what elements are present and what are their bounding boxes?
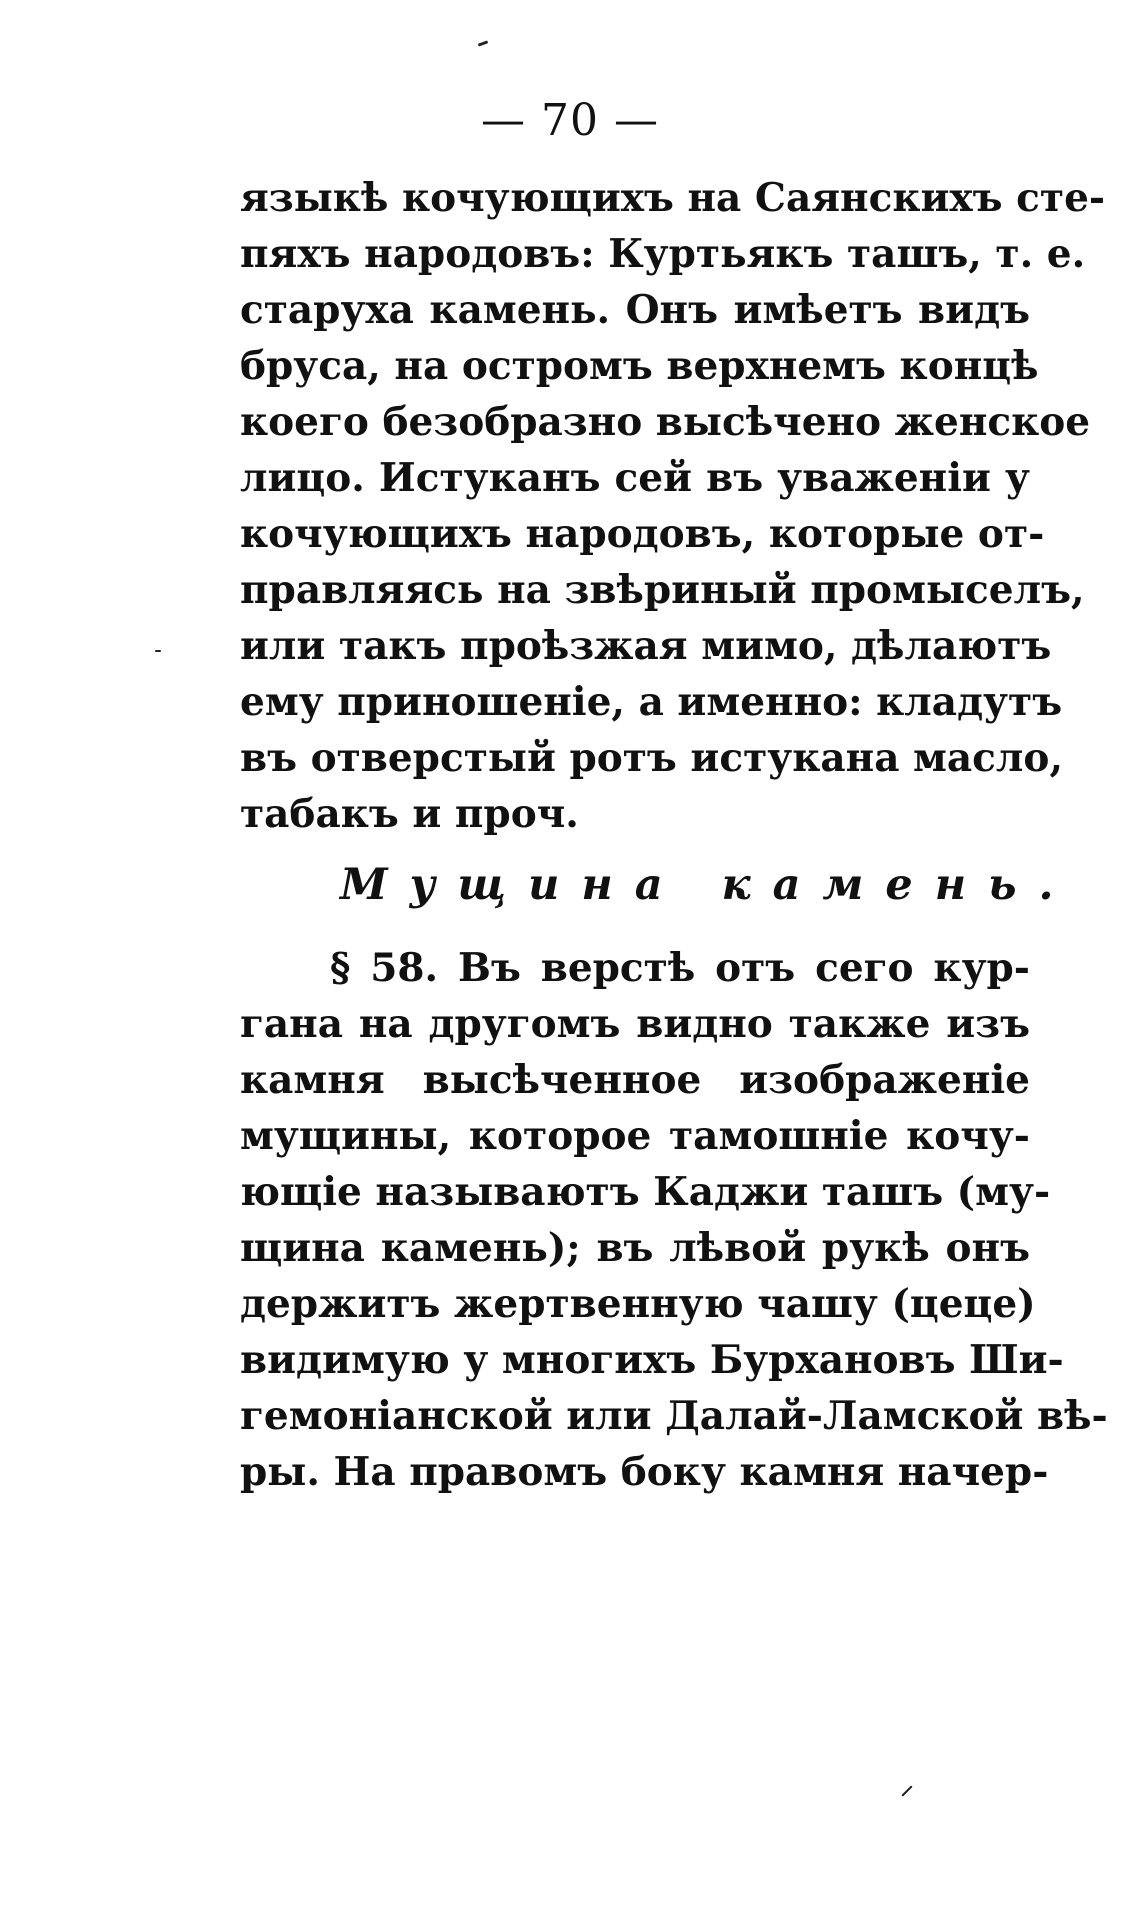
paragraph-2 [240,940,1108,1500]
text-line: мущины, которое тамошнiе кочу- [240,1113,1030,1159]
text-line: кочующихъ народовъ, которые от- [240,511,1045,557]
text-line: табакъ и проч. [240,791,579,837]
text-line: бруса, на острoмъ верхнемъ концѣ [240,343,1039,389]
page-number: — 70 — [481,95,659,146]
ink-speck [478,40,488,46]
text-line: языкѣ кочующихъ на Саянскихъ сте- [240,175,1106,221]
text-line: или такъ проѣзжая мимо, дѣлаютъ [240,623,1052,669]
text-line: въ отверстый ротъ истукана масло, [240,735,1064,781]
text-line: § 58. Въ верстѣ отъ сего кур- [330,945,1030,991]
section-heading: Мущина камень. [340,860,1076,910]
text-line: коего безобразно высѣчено женское [240,399,1091,445]
text-line: гемонiанской или Далай-Ламской вѣ- [240,1393,1108,1439]
text-line: гана на другомъ видно также изъ [240,1001,1030,1047]
text-line: старуха камень. Онъ имѣетъ видъ [240,287,1030,333]
text-line: щина камень); въ лѣвой рукѣ онъ [240,1225,1030,1271]
text-line: видимую у многихъ Бурхановъ Ши- [240,1337,1064,1383]
text-line: лицо. Истуканъ сей въ уваженiи у [240,455,1030,501]
paragraph-1 [240,170,1106,842]
ink-speck [901,1785,912,1796]
text-line: камня высѣченное изображенiе [240,1057,1030,1103]
text-line: ющiе называютъ Каджи ташъ (му- [240,1169,1051,1215]
text-line: ры. На правомъ боку камня начер- [240,1449,1049,1495]
text-line: правляясь на звѣриный промыселъ, [240,567,1085,613]
text-line: держитъ жертвенную чашу (цеце) [240,1281,1036,1327]
text-line: пяхъ народовъ: Куртьякъ ташъ, т. е. [240,231,1086,277]
text-line: ему приношенiе, а именно: кладутъ [240,679,1063,725]
ink-speck [155,650,161,652]
